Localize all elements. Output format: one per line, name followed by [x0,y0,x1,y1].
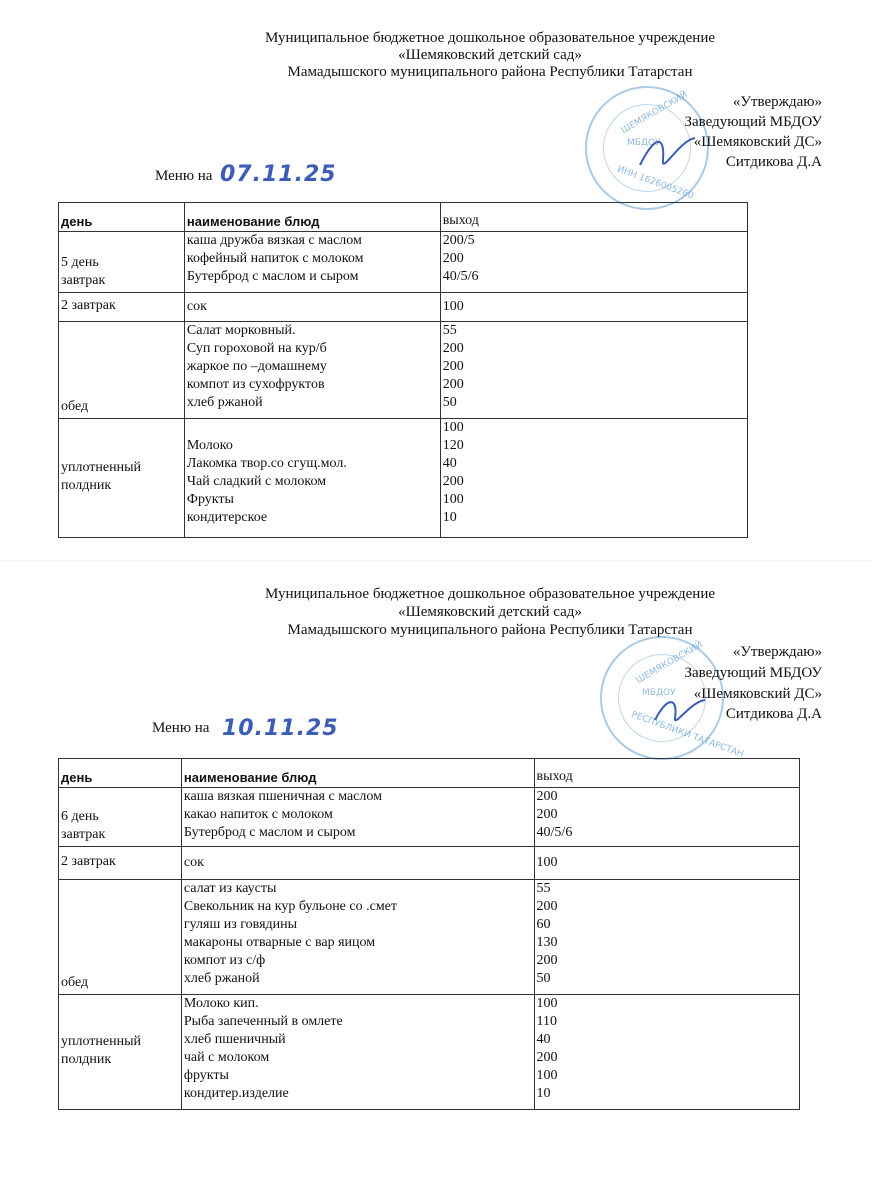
day-label: 6 день [61,809,99,824]
dish-name: каша вязкая пшеничная с маслом [183,789,382,804]
approval-signatory: Ситдикова Д.А [725,154,822,170]
table-row [59,880,800,995]
column-header-dish: наименование блюд [184,203,440,232]
menu-table-1 [58,202,748,538]
dish-name: кондитер.изделие [183,1086,289,1101]
approval-position: Заведующий МБДОУ [684,114,822,130]
column-header-yield: выход [440,203,747,232]
menu-label: Меню на [155,168,213,184]
dish-name [187,419,438,437]
column-header-yield: выход [534,759,799,788]
dish-name: Молоко кип. [183,996,259,1011]
dish-name: Бутерброд с маслом и сыром [186,269,359,284]
dish-yield: 130 [536,935,558,950]
dish-name: каша дружба вязкая с маслом [186,233,362,248]
org-name-line3: Мамадышского муниципального района Республики Татарстан [287,64,693,80]
dish-yield: 110 [536,1014,558,1029]
table-row [59,995,800,1110]
dish-name: сок [183,855,204,870]
dish-name: хлеб ржаной [186,395,263,410]
approval-label: «Утверждаю» [732,94,822,110]
dish-name: кофейный напиток с молоком [186,251,364,266]
dish-name: хлеб пшеничный [183,1032,286,1047]
dish-name: Суп гороховой на кур/б [186,341,327,356]
dish-name: жаркое по –домашнему [186,359,327,374]
dish-yield: 200 [442,377,464,392]
org-name-line2: «Шемяковский детский сад» [398,47,582,63]
dish-yield: 200 [536,953,558,968]
dish-yield: 200 [442,251,464,266]
org-name-line1: Муниципальное бюджетное дошкольное образовательное учреждение [265,30,715,46]
table-header-row [59,203,748,232]
meal-label: обед [61,399,89,414]
dish-yield: 55 [536,881,551,896]
table-row [59,293,748,322]
meal-label: уплотненный [61,460,142,475]
dish-yield: 10 [442,510,457,525]
dish-name: Рыба запеченный в омлете [183,1014,343,1029]
dish-name: Чай сладкий с молоком [186,474,327,489]
meal-label: полдник [61,1052,112,1067]
dish-yield: 40 [536,1032,551,1047]
dish-name: салат из каусты [183,881,277,896]
day-label: 5 день [61,255,99,270]
dish-name: компот из с/ф [183,953,266,968]
dish-yield: 40/5/6 [442,269,479,284]
dish-name: фрукты [183,1068,229,1083]
menu-date-handwritten: 07.11.25 [220,162,337,187]
dish-name: чай с молоком [183,1050,270,1065]
dish-yield: 200 [442,359,464,374]
menu-label: Меню на [152,720,210,736]
official-seal-stamp: ШЕМЯКОВСКИЙ МБДОУ ИНН 1626005260 [585,86,709,210]
dish-name: какао напиток с молоком [183,807,333,822]
approval-institution: «Шемяковский ДС» [693,686,822,702]
dish-yield: 120 [442,438,464,453]
column-header-dish: наименование блюд [181,759,534,788]
table-row [59,232,748,293]
table-header-row [59,759,800,788]
meal-label: завтрак [61,827,106,842]
approval-label: «Утверждаю» [732,644,822,660]
dish-name: Фрукты [186,492,234,507]
dish-name: Лакомка твор.со сгущ.мол. [186,456,347,471]
dish-yield: 40/5/6 [536,825,573,840]
menu-date-handwritten: 10.11.25 [222,716,339,741]
page-fold [0,560,872,561]
dish-name: гуляш из говядины [183,917,298,932]
dish-name: Молоко [186,438,233,453]
approval-institution: «Шемяковский ДС» [693,134,822,150]
dish-yield: 200 [536,899,558,914]
menu-table-2 [58,758,800,1110]
dish-yield: 100 [536,855,558,870]
dish-name: Салат морковный. [186,323,296,338]
dish-yield: 100 [536,996,558,1011]
meal-label: обед [61,975,89,990]
org-name-line1: Муниципальное бюджетное дошкольное образовательное учреждение [265,586,715,602]
table-row [59,847,800,880]
dish-yield: 200/5 [442,233,475,248]
dish-yield: 100 [536,1068,558,1083]
dish-yield: 200 [442,474,464,489]
meal-label: 2 завтрак [61,298,116,313]
dish-yield: 55 [442,323,457,338]
dish-yield: 60 [536,917,551,932]
dish-yield: 200 [536,789,558,804]
table-row [59,322,748,419]
column-header-day: день [59,759,182,788]
org-name-line2: «Шемяковский детский сад» [398,604,582,620]
dish-yield: 200 [536,1050,558,1065]
org-name-line3: Мамадышского муниципального района Республики Татарстан [287,622,693,638]
dish-yield: 200 [536,807,558,822]
official-seal-stamp: ШЕМЯКОВСКИЙ МБДОУ РЕСПУБЛИКИ ТАТАРСТАН [600,636,724,760]
dish-yield: 100 [442,299,464,314]
meal-label: уплотненный [61,1034,142,1049]
dish-yield: 40 [442,456,457,471]
dish-name: компот из сухофруктов [186,377,325,392]
dish-yield: 50 [536,971,551,986]
dish-yield: 100 [442,492,464,507]
dish-name: сок [186,299,207,314]
dish-name: Свекольник на кур бульоне со .смет [183,899,398,914]
dish-name: Бутерброд с маслом и сыром [183,825,356,840]
dish-yield: 100 [442,420,464,435]
dish-yield: 50 [442,395,457,410]
meal-label: завтрак [61,273,106,288]
table-row [59,419,748,538]
column-header-day: день [59,203,185,232]
meal-label: полдник [61,478,112,493]
approval-signatory: Ситдикова Д.А [725,706,822,722]
dish-yield: 200 [442,341,464,356]
dish-yield: 10 [536,1086,551,1101]
dish-name: хлеб ржаной [183,971,260,986]
approval-position: Заведующий МБДОУ [684,665,822,681]
dish-name: макароны отварные с вар яицом [183,935,376,950]
meal-label: 2 завтрак [61,854,116,869]
table-row [59,788,800,847]
dish-name: кондитерское [186,510,268,525]
